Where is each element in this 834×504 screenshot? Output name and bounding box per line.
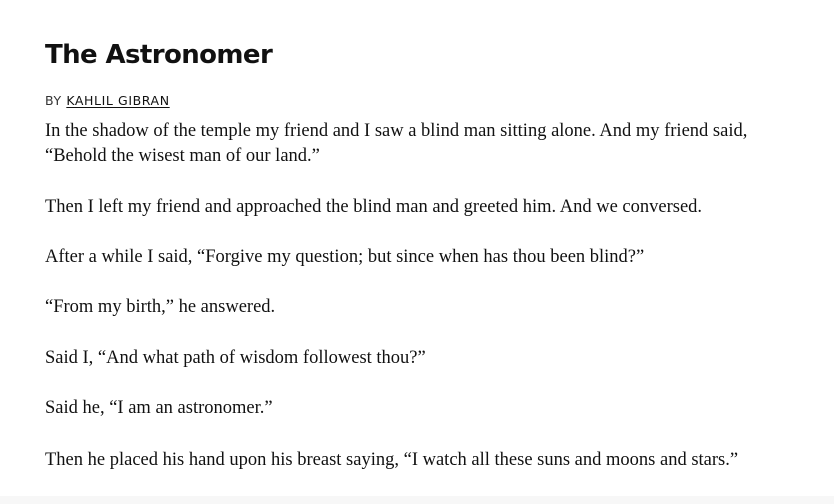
paragraph: Said I, “And what path of wisdom followest thou?”: [45, 348, 426, 368]
byline-prefix: BY: [45, 93, 67, 108]
paragraph: Then I left my friend and approached the blind man and greeted him. And we conversed.: [45, 197, 703, 217]
author-link[interactable]: KAHLIL GIBRAN: [66, 93, 170, 108]
paragraph: “From my birth,” he answered.: [45, 297, 276, 317]
paragraph: After a while I said, “Forgive my question; but since when has thou been blind?”: [45, 247, 645, 267]
paragraph: Said he, “I am an astronomer.”: [45, 398, 273, 418]
paragraph: Then he placed his hand upon his breast saying, “I watch all these suns and moons and stars.”: [45, 450, 739, 470]
paragraph: In the shadow of the temple my friend and I saw a blind man sitting alone. And my friend said, “Behold the wisest man of our land.”: [45, 121, 748, 166]
article-title: The Astronomer: [45, 40, 273, 70]
byline: [45, 93, 170, 108]
bottom-edge: [0, 496, 834, 504]
